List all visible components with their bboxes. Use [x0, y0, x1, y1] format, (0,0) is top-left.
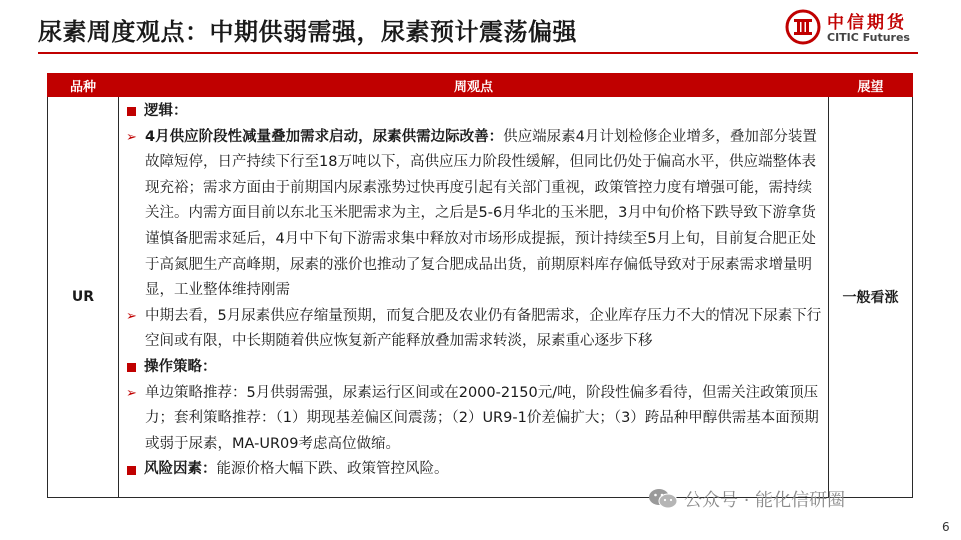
weekly-view-table: [47, 73, 913, 498]
page-title: 尿素周度观点：中期供弱需强，尿素预计震荡偏强: [38, 18, 577, 46]
weekly-view-cell: [119, 97, 829, 498]
strategy-heading: [125, 355, 822, 381]
square-bullet-icon: [127, 466, 136, 475]
header-weekly-view: 周观点: [119, 74, 829, 97]
company-logo: [785, 7, 925, 47]
square-bullet-icon: [127, 107, 136, 116]
header-outlook: 展望: [829, 74, 913, 97]
outlook-cell: 一般看涨: [829, 97, 913, 498]
strategy-point: [125, 381, 822, 458]
strategy-title: 操作策略：: [144, 358, 217, 375]
logic-point-2-text: 中期去看，5月尿素供应存缩量预期，而复合肥及农业仍有备肥需求，企业库存压力不大的情况下尿素下行空间或有限，中长期随着供应恢复新产能释放叠加需求转淡，尿素重心逐步下移: [145, 307, 822, 350]
header-variety: 品种: [48, 74, 119, 97]
arrow-bullet-icon: ➢: [126, 129, 137, 145]
page-number: 6: [942, 520, 950, 534]
logic-heading: [125, 99, 822, 125]
logic-point-2: [125, 304, 822, 355]
arrow-bullet-icon: ➢: [126, 308, 137, 324]
wechat-icon: [648, 487, 678, 511]
watermark-text: 公众号 · 能化信研圈: [684, 490, 846, 511]
risk-text: 能源价格大幅下跌、政策管控风险。: [216, 461, 449, 478]
table-header-row: [48, 74, 913, 97]
arrow-bullet-icon: ➢: [126, 385, 137, 401]
logic-point-1-text: 供应端尿素4月计划检修企业增多，叠加部分装置故障短停，日产持续下行至18万吨以下，高供应压力阶段性缓解，但同比仍处于偏高水平，供应端整体表现充裕；需求方面由于前期国内尿素涨势过快再度引起有关部门重视，政策管控力度有增强可能，需持续关注。内需方面目前以东北玉米肥需求为主，之后是5-6月华北的玉米肥，3月中旬价格下跌导致下游拿货谨慎备肥需求延后，4月中下旬下游需求集中释放对市场形成提振，预计持续至5月上旬，目前复合肥正处于高氮肥生产高峰期，尿素的涨价也推动了复合肥成品出货，前期原料库存偏低导致对于尿素需求增量明显，工业整体维持刚需: [145, 128, 817, 299]
logo-text-en: CITIC Futures: [827, 31, 910, 44]
logic-point-1-heading: 4月供应阶段性减量叠加需求启动，尿素供需边际改善：: [145, 128, 504, 145]
citic-logo-icon: [785, 9, 821, 45]
variety-cell: UR: [48, 97, 119, 498]
table-row: [48, 97, 913, 498]
risk-line: [125, 457, 822, 483]
title-underline: [38, 52, 918, 54]
square-bullet-icon: [127, 363, 136, 372]
logo-text-cn: 中信期货: [827, 13, 907, 33]
logic-point-1: [125, 125, 822, 304]
watermark: [648, 486, 845, 512]
logic-title: 逻辑：: [144, 103, 188, 119]
strategy-point-text: 单边策略推荐：5月供弱需强，尿素运行区间或在2000-2150元/吨，阶段性偏多看待，但需关注政策顶压力；套利策略推荐：（1）期现基差偏区间震荡；（2）UR9-1价差偏扩大；（3）跨品种甲醇供需基本面预期或弱于尿素，MA-UR09考虑高位做缩。: [145, 384, 819, 452]
risk-title: 风险因素：: [144, 461, 217, 478]
